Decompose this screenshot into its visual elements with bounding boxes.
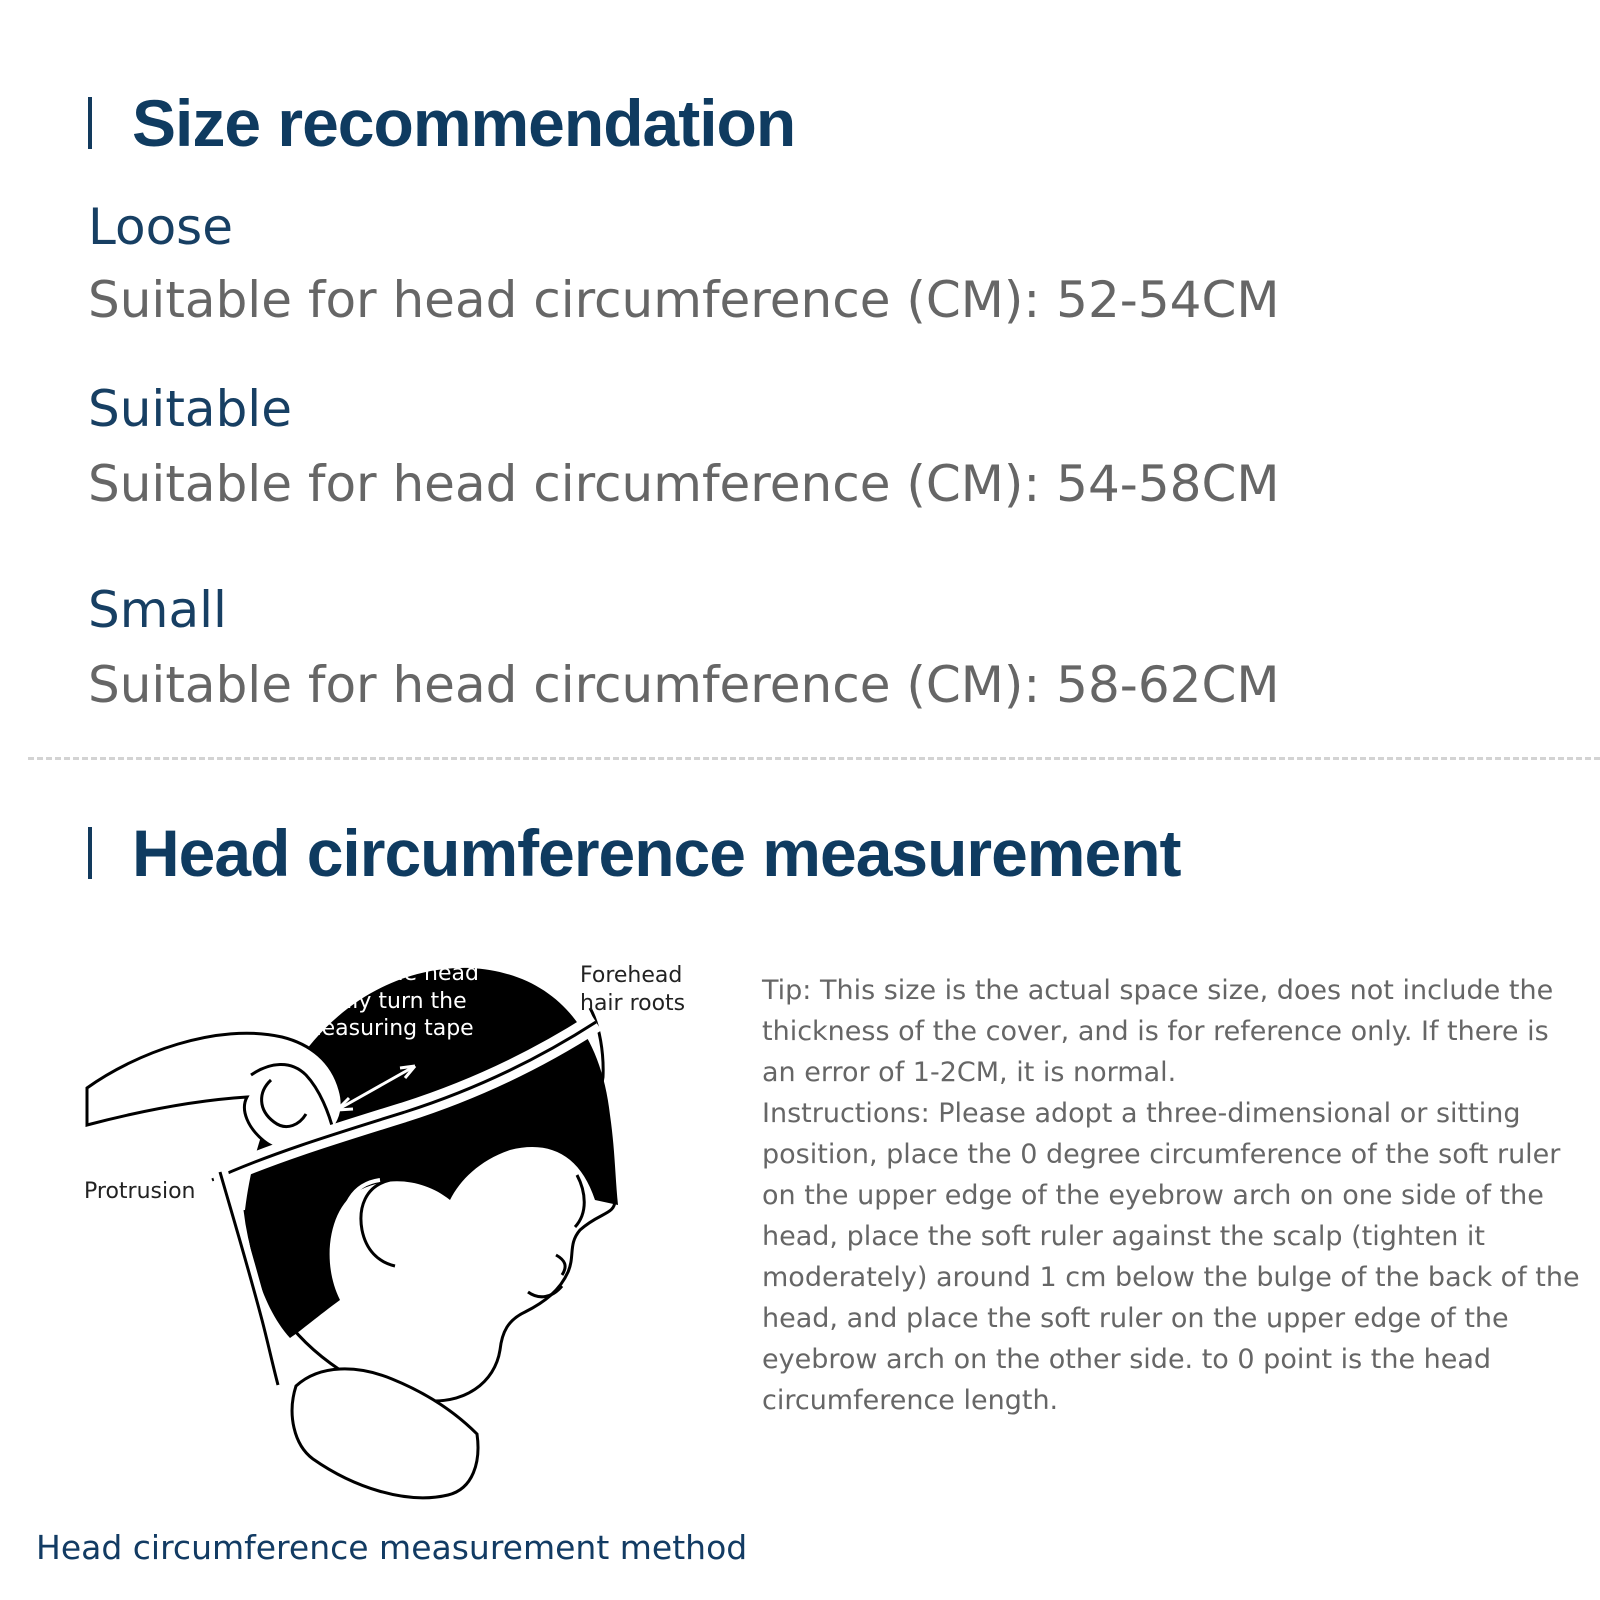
measurement-caption: Head circumference measurement method <box>36 1528 748 1567</box>
section-title: Size recommendation <box>132 86 796 160</box>
size-desc-small: Suitable for head circumference (CM): 58-62CM <box>88 656 1280 714</box>
tip-paragraph: Tip: This size is the actual space size, does not include the thickness of the cover, and is for reference only. If there is an error of 1-2CM, it is normal. <box>762 975 1554 1088</box>
instructions-paragraph: Instructions: Please adopt a three-dimensional or sitting position, place the 0 degree circumference of the soft ruler on the upper edge of the eyebrow arch on one side of the head, place the soft ruler against the scalp (tighten it moderately) around 1 cm below the bulge of the back of the head, and place the soft ruler on the upper edge of the eyebrow arch on the other side. to 0 point is the head circumference length. <box>762 1098 1580 1416</box>
around-head-label: Around the head Easily turn the measuring tape <box>295 961 479 1041</box>
forehead-hair-roots-label: Forehead hair roots <box>580 963 686 1016</box>
size-name-small: Small <box>88 581 227 639</box>
protrusion-label: Protrusion <box>84 1179 196 1204</box>
size-name-suitable: Suitable <box>88 380 292 438</box>
vertical-bar-icon <box>88 97 92 149</box>
size-desc-suitable: Suitable for head circumference (CM): 54-58CM <box>88 455 1280 513</box>
size-name-loose: Loose <box>88 198 233 256</box>
measurement-tip-text <box>762 970 1582 1421</box>
head-measurement-illustration <box>40 930 740 1530</box>
head-circumference-heading <box>88 818 1181 888</box>
dashed-divider <box>28 757 1600 760</box>
size-desc-loose: Suitable for head circumference (CM): 52-54CM <box>88 271 1280 329</box>
vertical-bar-icon <box>88 827 92 879</box>
section-title: Head circumference measurement <box>132 816 1181 890</box>
size-recommendation-heading <box>88 88 795 158</box>
